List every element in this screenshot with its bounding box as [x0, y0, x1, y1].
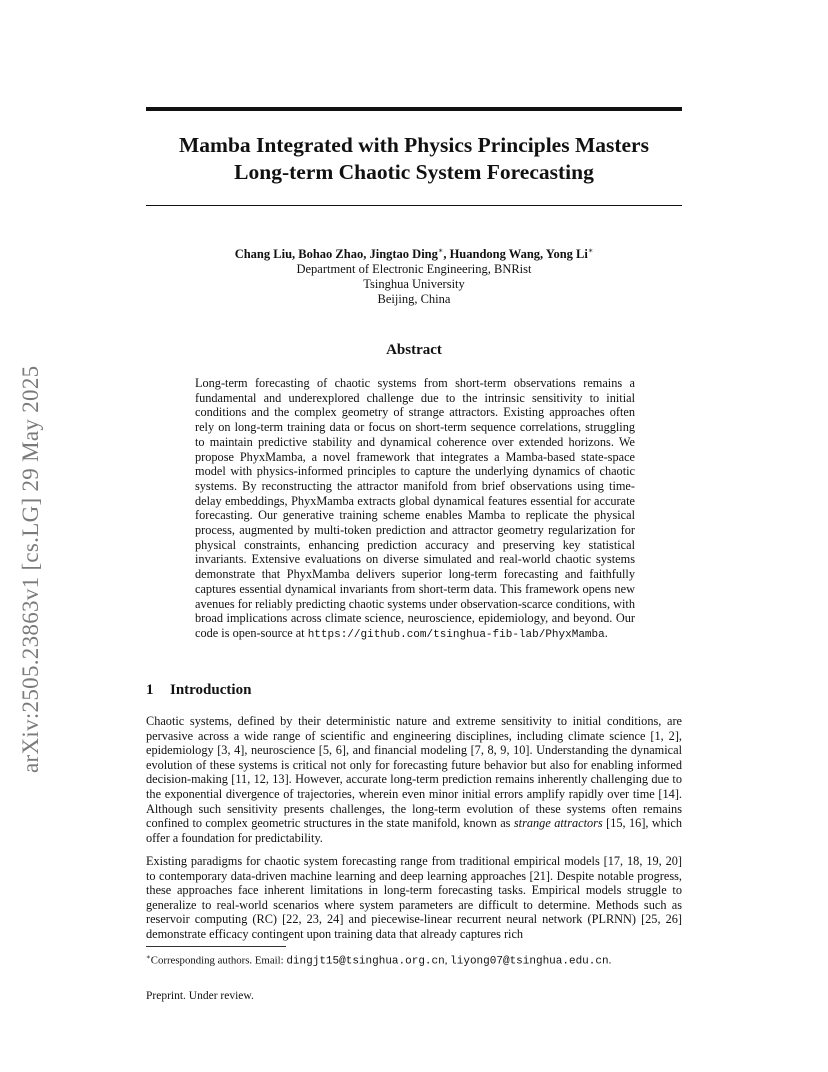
intro-text: Existing paradigms for chaotic system forecasting range from traditional empirical models [17, 18, 19, 20] to contemporary data-driven machine learning and deep learning approaches [21]. Despite notable progress, these approaches face inherent limitations in long-term forecasting tasks. Empirical models struggle to generalize to real-world scenarios where system parameters are difficult to determine. Methods such as reservoir computing (RC) [22, 23, 24] and piecewise-linear recurrent neural network (PLRNN) [25, 26] demonstrate efficacy contingent upon training data that already captures rich — [146, 854, 682, 941]
corresponding-mark: ∗ — [587, 246, 594, 255]
preprint-note: Preprint. Under review. — [146, 990, 254, 1002]
author-names — [146, 243, 682, 262]
affiliation-university: Tsinghua University — [363, 277, 465, 292]
code-url-link[interactable]: https://github.com/tsinghua-fib-lab/PhyxMamba — [307, 628, 605, 641]
footnote — [146, 951, 682, 969]
title-line-1: Mamba Integrated with Physics Principles Masters — [179, 133, 649, 157]
footnote-separator: , — [444, 954, 451, 967]
abstract-heading: Abstract — [386, 342, 442, 358]
affiliation-department: Department of Electronic Engineering, BNRist — [296, 262, 532, 277]
arxiv-identifier-stamp: arXiv:2505.23863v1 [cs.LG] 29 May 2025 — [18, 365, 43, 773]
section-title: Introduction — [170, 682, 252, 698]
footnote-rule — [146, 946, 286, 947]
section-number: 1 — [146, 682, 154, 698]
author-block — [146, 243, 682, 307]
intro-paragraph-1 — [146, 714, 682, 845]
corresponding-mark: ∗ — [437, 246, 444, 255]
author-list-part-1: Chang Liu, Bohao Zhao, Jingtao Ding — [234, 247, 438, 262]
abstract-body — [195, 376, 635, 643]
intro-text: [15, 16], which offer a foundation for predictability. — [146, 816, 682, 845]
footnote-mark: ∗ — [146, 953, 151, 961]
emphasized-term: strange attractors — [513, 816, 603, 831]
title-bottom-rule — [146, 205, 682, 206]
intro-paragraph-2 — [146, 854, 682, 942]
email-link[interactable]: liyong07@tsinghua.edu.cn — [450, 955, 609, 968]
footnote-end: . — [608, 954, 612, 967]
title-top-rule — [146, 107, 682, 111]
footnote-text: Corresponding authors. Email: — [150, 954, 287, 967]
author-list-part-2: , Huandong Wang, Yong Li — [443, 247, 588, 262]
abstract-end: . — [604, 625, 608, 640]
section-heading — [146, 682, 251, 699]
affiliation-location: Beijing, China — [377, 292, 451, 307]
intro-text: Chaotic systems, defined by their deterministic nature and extreme sensitivity to initial conditions, are pervasive across a wide range of scientific and engineering disciplines, including climate science [1, 2], epidemiology [3, 4], neuroscience [5, 6], and financial modeling [7, 8, 9, 10]. Understanding the dynamical evolution of these systems is critical not only for forecasting future behavior but also for enabling informed decision-making [11, 12, 13]. However, accurate long-term prediction remains inherently challenging due to the exponential divergence of trajectories, wherein even minor initial errors amplify rapidly over time [14]. Although such sensitivity presents challenges, the long-term evolution of these systems often remains confined to complex geometric structures in the state manifold, known as — [146, 714, 682, 831]
abstract-text: Long-term forecasting of chaotic systems from short-term observations remains a fundamental and underexplored challenge due to the intrinsic sensitivity to initial conditions and the complex geometry of strange attractors. Existing approaches often rely on long-term training data or focus on short-term sequence correlations, struggling to maintain predictive stability and dynamical coherence over extended horizons. We propose PhyxMamba, a novel framework that integrates a Mamba-based state-space model with physics-informed principles to capture the underlying dynamics of chaotic systems. By reconstructing the attractor manifold from brief observations using time-delay embeddings, PhyxMamba extracts global dynamical features essential for accurate forecasting. Our generative training scheme enables Mamba to replicate the physical process, augmented by multi-token prediction and attractor geometry regularization for physical constraints, enhancing prediction accuracy and preserving key statistical invariants. Extensive evaluations on diverse simulated and real-world chaotic systems demonstrate that PhyxMamba delivers superior long-term forecasting and faithfully captures essential dynamical invariants from short-term data. This framework opens new avenues for reliably predicting chaotic systems under observation-scarce conditions, with broad implications across climate science, neuroscience, epidemiology, and beyond. Our code is open-source at — [195, 376, 635, 640]
paper-title — [146, 132, 682, 186]
email-link[interactable]: dingjt15@tsinghua.org.cn — [286, 955, 445, 968]
title-line-2: Long-term Chaotic System Forecasting — [234, 160, 594, 184]
